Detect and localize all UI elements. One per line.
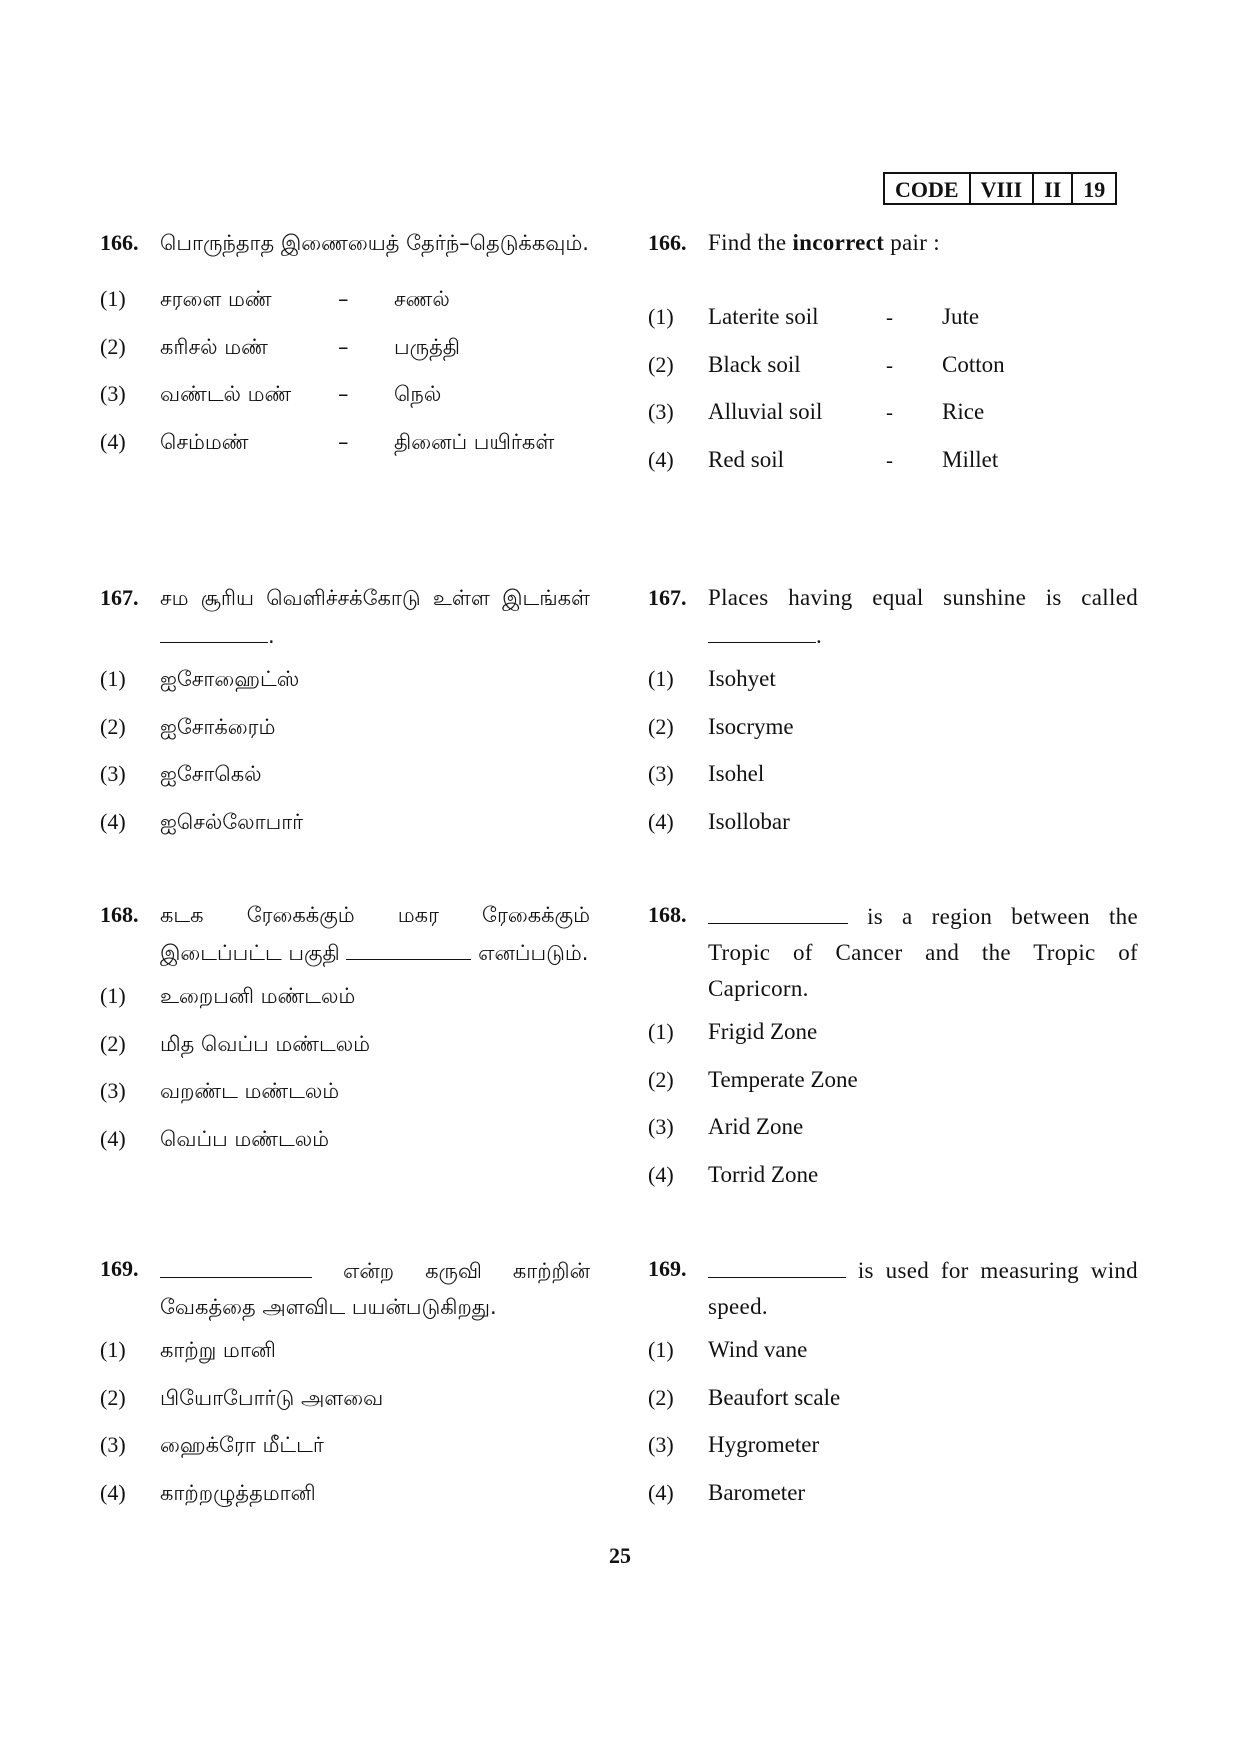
- option-text: Temperate Zone: [708, 1066, 858, 1092]
- option-soil: செம்மண்: [160, 429, 249, 454]
- option-text: வெப்ப மண்டலம்: [160, 1126, 330, 1151]
- option-4: [100, 427, 590, 475]
- option-number: (2): [100, 1030, 126, 1056]
- question-text-main: சம சூரிய வெளிச்சக்கோடு உள்ள இடங்கள்: [160, 586, 590, 610]
- option-2: [648, 1383, 1138, 1431]
- answer-blank: [708, 616, 816, 643]
- option-number: (3): [648, 761, 674, 786]
- option-4: [100, 1478, 590, 1526]
- option-1: [648, 1335, 1138, 1383]
- option-3: [648, 759, 1138, 807]
- option-4: [100, 807, 590, 855]
- option-text: Isohel: [708, 761, 765, 786]
- question-166-en: [648, 225, 1138, 492]
- option-2: [100, 1029, 590, 1077]
- option-crop: Rice: [942, 399, 985, 424]
- option-number: (1): [100, 666, 126, 691]
- option-1: [100, 664, 590, 712]
- option-3: [648, 1430, 1138, 1478]
- option-text: Barometer: [708, 1479, 806, 1505]
- option-1: [648, 664, 1138, 712]
- option-number: (2): [648, 351, 674, 377]
- option-2: [648, 350, 1138, 398]
- option-number: (2): [100, 333, 126, 359]
- option-separator: –: [338, 287, 349, 311]
- option-text: Isohyet: [708, 666, 776, 691]
- question-169-ta: [100, 1251, 590, 1525]
- option-4: [648, 807, 1138, 855]
- question-text-main: is used for measuring wind speed.: [708, 1258, 1138, 1319]
- question-keyword: incorrect: [792, 230, 885, 255]
- option-text: வறண்ட மண்டலம்: [160, 1079, 340, 1103]
- question-text-end: எனப்படும்.: [478, 941, 589, 965]
- option-crop: Cotton: [942, 351, 1005, 377]
- question-text: பொருந்தாத இணையைத் தேர்ந்–தெடுக்கவும்.: [160, 231, 589, 255]
- option-number: (4): [100, 1479, 126, 1505]
- option-soil: Alluvial soil: [708, 399, 823, 424]
- question-text: [708, 225, 1138, 261]
- option-4: [100, 1124, 590, 1172]
- option-text: ஐசெல்லோபார்: [160, 809, 304, 834]
- answer-blank: [708, 1251, 846, 1278]
- question-167-en: [648, 580, 1138, 854]
- option-text: Frigid Zone: [708, 1019, 818, 1044]
- answer-blank: [346, 933, 471, 960]
- option-3: [648, 397, 1138, 445]
- option-number: (4): [648, 446, 674, 472]
- option-separator: –: [338, 334, 349, 359]
- option-number: (2): [648, 1384, 674, 1410]
- option-number: (2): [648, 713, 674, 739]
- option-text: ஐசோஹைட்ஸ்: [160, 667, 300, 691]
- question-text: [160, 580, 590, 654]
- option-2: [100, 332, 590, 380]
- question-number: 169.: [100, 1256, 139, 1281]
- question-text: [708, 897, 1138, 1007]
- option-number: (4): [648, 1479, 674, 1505]
- option-3: [100, 759, 590, 807]
- option-number: (3): [648, 1432, 674, 1457]
- question-number: 168.: [100, 902, 139, 927]
- question-text: [708, 580, 1138, 654]
- option-crop: தினைப் பயிர்கள்: [394, 429, 555, 454]
- option-number: (1): [648, 666, 674, 691]
- option-2: [648, 712, 1138, 760]
- question-text-end: .: [268, 624, 275, 648]
- option-1: [100, 284, 590, 332]
- option-text: Torrid Zone: [708, 1161, 819, 1187]
- option-3: [100, 1430, 590, 1478]
- option-number: (4): [100, 428, 126, 454]
- question-text-main: என்ற கருவி காற்றின் வேகத்தை அளவிட பயன்படுகிறது.: [160, 1259, 590, 1319]
- question-text-main: கடக ரேகைக்கும் மகர ரேகைக்கும் இடைப்பட்ட பகுதி: [160, 903, 590, 965]
- question-text-start: Find the: [708, 230, 793, 255]
- question-number: 169.: [648, 1256, 687, 1281]
- question-168-ta: [100, 897, 590, 1171]
- option-text: ஹைக்ரோ மீட்டர்: [160, 1433, 324, 1457]
- answer-blank: [708, 897, 848, 924]
- option-3: [648, 1112, 1138, 1160]
- option-text: காற்றழுத்தமானி: [160, 1480, 316, 1505]
- option-text: Hygrometer: [708, 1432, 820, 1457]
- answer-blank: [160, 616, 268, 643]
- option-number: (3): [100, 761, 126, 786]
- option-crop: பருத்தி: [394, 334, 460, 359]
- option-1: [648, 1017, 1138, 1065]
- option-3: [100, 379, 590, 427]
- option-separator: –: [338, 382, 349, 406]
- option-separator: -: [886, 400, 893, 424]
- option-number: (1): [100, 983, 126, 1008]
- option-crop: Jute: [942, 304, 980, 329]
- question-number: 167.: [648, 585, 687, 610]
- option-separator: -: [886, 305, 893, 329]
- option-number: (3): [100, 1078, 126, 1103]
- option-number: (3): [648, 399, 674, 424]
- answer-blank: [160, 1251, 312, 1278]
- question-text-end: pair :: [884, 230, 940, 255]
- option-2: [100, 1383, 590, 1431]
- question-text: [160, 897, 590, 971]
- option-text: பியோபோர்டு அளவை: [160, 1385, 384, 1410]
- option-2: [648, 1065, 1138, 1113]
- question-text: [708, 1251, 1138, 1325]
- option-text: ஐசோக்ரைம்: [160, 714, 276, 739]
- option-text: Wind vane: [708, 1337, 808, 1362]
- question-167-ta: [100, 580, 590, 854]
- question-168-en: [648, 897, 1138, 1207]
- option-3: [100, 1076, 590, 1124]
- option-crop: Millet: [942, 446, 999, 472]
- option-soil: சரளை மண்: [160, 287, 272, 311]
- option-1: [100, 981, 590, 1029]
- option-text: Isocryme: [708, 713, 794, 739]
- question-text-main: is a region between the Tropic of Cancer and the Tropic of Capricorn.: [708, 904, 1138, 1001]
- question-166-ta: [100, 225, 590, 474]
- option-soil: கரிசல் மண்: [160, 334, 268, 359]
- option-text: Isollobar: [708, 808, 790, 834]
- option-number: (1): [648, 1019, 674, 1044]
- page-number: 25: [609, 1543, 631, 1568]
- option-text: உறைபனி மண்டலம்: [160, 984, 356, 1008]
- option-4: [648, 1160, 1138, 1208]
- option-number: (2): [100, 1384, 126, 1410]
- option-number: (4): [648, 1161, 674, 1187]
- option-number: (1): [648, 304, 674, 329]
- option-1: [100, 1335, 590, 1383]
- code-paper: II: [1032, 174, 1071, 203]
- question-number: 168.: [648, 902, 687, 927]
- option-text: காற்று மானி: [160, 1338, 276, 1362]
- question-169-en: [648, 1251, 1138, 1525]
- option-text: Arid Zone: [708, 1114, 804, 1139]
- option-soil: Laterite soil: [708, 304, 819, 329]
- option-number: (4): [100, 1125, 126, 1151]
- question-number: 167.: [100, 585, 139, 610]
- option-text: மித வெப்ப மண்டலம்: [160, 1031, 371, 1056]
- option-1: [648, 302, 1138, 350]
- option-4: [648, 445, 1138, 493]
- code-box: [883, 172, 1117, 205]
- option-number: (2): [648, 1066, 674, 1092]
- question-text-end: .: [816, 623, 823, 648]
- option-number: (4): [100, 808, 126, 834]
- option-text: ஐசோகெல்: [160, 762, 262, 786]
- option-4: [648, 1478, 1138, 1526]
- option-number: (3): [100, 1432, 126, 1457]
- question-number: 166.: [100, 230, 139, 255]
- option-soil: Red soil: [708, 446, 785, 472]
- option-crop: சணல்: [394, 287, 450, 311]
- option-2: [100, 712, 590, 760]
- option-soil: Black soil: [708, 351, 801, 377]
- option-number: (3): [648, 1114, 674, 1139]
- option-separator: -: [886, 447, 893, 472]
- option-number: (1): [100, 1337, 126, 1362]
- option-number: (3): [100, 381, 126, 406]
- code-label: CODE: [895, 177, 959, 202]
- option-separator: –: [338, 429, 349, 454]
- question-text-main: Places having equal sunshine is called: [708, 585, 1138, 610]
- option-number: (4): [648, 808, 674, 834]
- code-class: VIII: [969, 174, 1033, 203]
- option-separator: -: [886, 352, 893, 377]
- question-text: [160, 1251, 590, 1325]
- question-number: 166.: [648, 230, 687, 255]
- option-crop: நெல்: [394, 382, 442, 406]
- option-soil: வண்டல் மண்: [160, 382, 292, 406]
- option-number: (1): [648, 1337, 674, 1362]
- option-text: Beaufort scale: [708, 1384, 841, 1410]
- option-number: (2): [100, 713, 126, 739]
- option-number: (1): [100, 286, 126, 311]
- code-number: 19: [1071, 174, 1115, 203]
